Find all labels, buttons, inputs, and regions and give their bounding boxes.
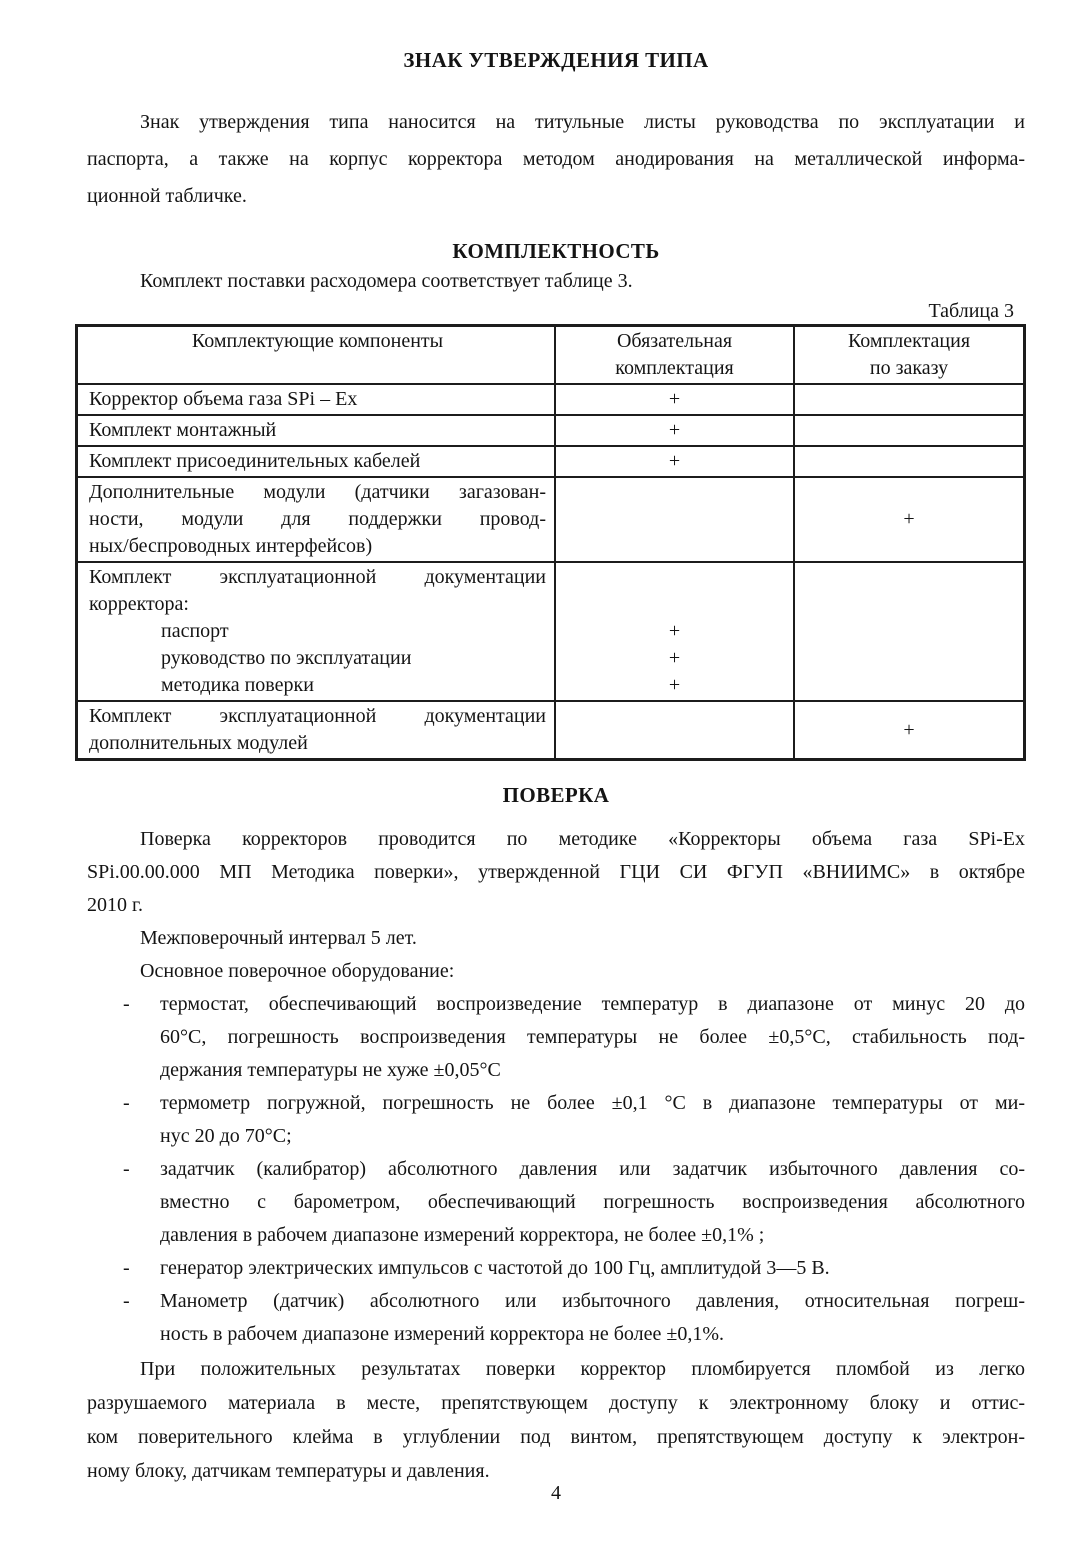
text-line: по заказу <box>869 357 949 379</box>
cell-by-order: + <box>903 718 915 741</box>
text-line: Комплект эксплуатационной документации <box>89 705 546 727</box>
section-title-completeness: КОМПЛЕКТНОСТЬ <box>452 239 660 263</box>
cell-mandatory <box>556 702 795 758</box>
text-line: давления в рабочем диапазоне измерений корректора, не более ±0,1% ; <box>160 1224 765 1246</box>
equipment-heading: Основное поверочное оборудование: <box>140 960 455 982</box>
text-line: Комплект эксплуатационной документации <box>89 566 546 588</box>
header-by-order <box>795 327 1023 383</box>
cell-mandatory <box>556 563 795 700</box>
bullet-text <box>160 1087 1025 1153</box>
paragraph-type-approval <box>87 104 1025 215</box>
page-number: 4 <box>551 1482 561 1504</box>
bullet-text <box>160 1285 1025 1351</box>
text-line: паспорта, а также на корпус корректора методом анодирования на металлической информа- <box>87 148 1025 170</box>
text-line <box>89 355 546 382</box>
text-line: разрушаемого материала в месте, препятствующем доступу к электронному блоку и оттис- <box>87 1392 1025 1414</box>
completeness-table <box>75 324 1026 761</box>
equipment-list <box>87 988 1025 1351</box>
text-line: задатчик (калибратор) абсолютного давления или задатчик избыточного давления со- <box>160 1158 1025 1180</box>
table-caption: Таблица 3 <box>928 300 1014 322</box>
bullet-marker: - <box>123 1257 130 1279</box>
table-row <box>78 385 1023 416</box>
paragraph-verification <box>87 823 1025 922</box>
table-header-row <box>78 327 1023 385</box>
text-line: ности, модули для поддержки провод- <box>89 508 546 530</box>
text-line: ционной табличке. <box>87 185 247 207</box>
cell-component: Комплект присоединительных кабелей <box>89 450 421 472</box>
text-line: термостат, обеспечивающий воспроизведение температур в диапазоне от минус 20 до <box>160 993 1025 1015</box>
text-line: корректора: <box>89 593 189 615</box>
text-line: ному блоку, датчикам температуры и давления. <box>87 1460 490 1482</box>
interval-line: Межповерочный интервал 5 лет. <box>140 927 417 949</box>
paragraph-sealing <box>87 1352 1025 1488</box>
text-line: дополнительных модулей <box>89 732 308 754</box>
text-line: Обязательная <box>616 330 733 352</box>
text-line <box>564 564 785 591</box>
text-line: ность в рабочем диапазоне измерений корректора не более ±0,1%. <box>160 1323 725 1345</box>
subitem-label: паспорт <box>161 620 229 642</box>
bullet-marker: - <box>123 1092 130 1114</box>
table-row <box>78 447 1023 478</box>
cell-by-order <box>803 417 1015 444</box>
cell-by-order: + <box>903 508 915 530</box>
cell-component: Корректор объема газа SPi – Ex <box>89 388 358 410</box>
list-item <box>87 988 1025 1087</box>
text-line: Комплектация <box>847 330 971 352</box>
cell-component: Комплект монтажный <box>89 419 277 441</box>
bullet-text <box>160 1252 1025 1285</box>
text-line: вместно с барометром, обеспечивающий погрешность воспроизведения абсолютного <box>160 1191 1025 1213</box>
text-line: Манометр (датчик) абсолютного или избыточного давления, относительная погреш- <box>160 1290 1025 1312</box>
bullet-text <box>160 988 1025 1087</box>
bullet-marker: - <box>123 993 130 1015</box>
list-item <box>87 1087 1025 1153</box>
cell-component <box>78 478 556 561</box>
cell-mandatory: + <box>668 388 681 410</box>
table-row <box>78 416 1023 447</box>
bullet-marker: - <box>123 1290 130 1312</box>
section-title-verification: ПОВЕРКА <box>502 783 610 807</box>
header-components <box>78 327 556 383</box>
text-line: Комплектующие компоненты <box>191 330 444 352</box>
subitem-mandatory: + <box>668 620 681 642</box>
text-line: генератор электрических импульсов с частотой до 100 Гц, амплитудой 3—5 В. <box>160 1257 830 1279</box>
text-line: Поверка корректоров проводится по методике «Корректоры объема газа SPi-Ex <box>140 828 1025 850</box>
text-line: 60°С, погрешность воспроизведения температуры не более ±0,5°С, стабильность под- <box>160 1026 1025 1048</box>
text-line: 2010 г. <box>87 894 143 916</box>
subitem-label: руководство по эксплуатации <box>161 647 412 669</box>
text-line: ком поверительного клейма в углублении под винтом, препятствующем доступу к электрон- <box>87 1426 1025 1448</box>
list-item <box>87 1252 1025 1285</box>
cell-by-order <box>803 448 1015 475</box>
table-row <box>78 563 1023 702</box>
cell-mandatory <box>556 478 795 561</box>
list-item <box>87 1285 1025 1351</box>
text-line: нус 20 до 70°С; <box>160 1125 292 1147</box>
subitem-mandatory: + <box>668 674 681 696</box>
cell-by-order <box>795 563 1023 700</box>
cell-component <box>78 563 556 700</box>
header-mandatory <box>556 327 795 383</box>
cell-component <box>78 702 556 758</box>
bullet-text <box>160 1153 1025 1252</box>
cell-mandatory: + <box>668 419 681 441</box>
text-line <box>564 591 785 618</box>
list-item <box>87 1153 1025 1252</box>
text-line: термометр погружной, погрешность не более ±0,1 °С в диапазоне температуры от ми- <box>160 1092 1025 1114</box>
section-title-type-approval: ЗНАК УТВЕРЖДЕНИЯ ТИПА <box>403 48 709 72</box>
text-line: держания температуры не хуже ±0,05°С <box>160 1059 501 1081</box>
text-line: Знак утверждения типа наносится на титульные листы руководства по эксплуатации и <box>140 111 1025 133</box>
bullet-marker: - <box>123 1158 130 1180</box>
table-row <box>78 478 1023 563</box>
cell-mandatory: + <box>668 450 681 472</box>
text-line: Дополнительные модули (датчики загазован- <box>89 481 546 503</box>
subitem-label: методика поверки <box>161 674 314 696</box>
cell-by-order <box>803 386 1015 413</box>
subitem-mandatory: + <box>668 647 681 669</box>
text-line: комплектация <box>615 357 734 379</box>
text-line: SPi.00.00.000 МП Методика поверки», утвержденной ГЦИ СИ ФГУП «ВНИИМС» в октябре <box>87 861 1025 883</box>
text-line: При положительных результатах поверки корректор пломбируется пломбой из легко <box>140 1358 1025 1380</box>
completeness-intro: Комплект поставки расходомера соответствует таблице 3. <box>140 270 633 292</box>
table-row <box>78 702 1023 758</box>
text-line: ных/беспроводных интерфейсов) <box>89 535 373 557</box>
